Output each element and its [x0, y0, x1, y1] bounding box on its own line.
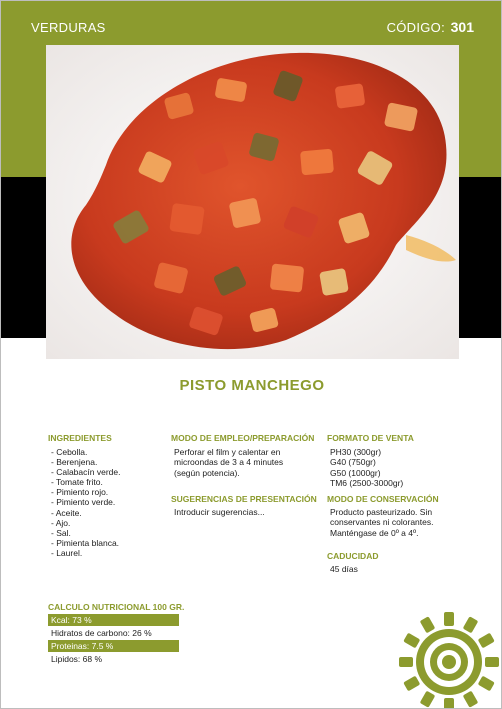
code-label: CÓDIGO:: [386, 20, 445, 35]
nutrition-row-protein: Proteinas: 7.5 %: [48, 640, 179, 652]
expiry-heading: CADUCIDAD: [327, 551, 379, 561]
conservation-line: Manténgase de 0º a 4º.: [330, 527, 419, 538]
sale-format-heading: FORMATO DE VENTA: [327, 433, 414, 443]
expiry-text: 45 días: [330, 564, 358, 574]
sale-format-text: [330, 447, 403, 489]
usage-line: microondas de 3 a 4 minutes: [174, 457, 284, 468]
presentation-heading: SUGERENCIAS DE PRESENTACIÓN: [171, 494, 317, 504]
ingredient-item: - Ajo.: [51, 518, 120, 528]
product-title: PISTO MANCHEGO: [179, 377, 325, 394]
ingredient-item: - Berenjena.: [51, 457, 120, 467]
conservation-heading: MODO DE CONSERVACIÓN: [327, 494, 439, 504]
ingredient-item: - Pimiento rojo.: [51, 487, 120, 497]
ingredient-item: - Tomate frito.: [51, 477, 120, 487]
format-line: G40 (750gr): [330, 457, 376, 468]
ingredient-item: - Cebolla.: [51, 447, 120, 457]
format-line: PH30 (300gr): [330, 447, 382, 457]
ingredient-item: - Pimiento verde.: [51, 497, 120, 507]
nutrition-row-lipids: Lipidos: 68 %: [48, 653, 179, 665]
code-value: 301: [450, 19, 474, 35]
usage-line: Perforar el film y calentar en: [174, 447, 281, 457]
category-label: VERDURAS: [31, 20, 106, 35]
format-line: G50 (1000gr): [330, 467, 381, 478]
nutrition-row-carbs: Hidratos de carbono: 26 %: [48, 627, 179, 639]
usage-line: (según potencia).: [174, 467, 240, 478]
ingredients-list: [51, 447, 120, 558]
usage-text: [174, 447, 283, 478]
sun-logo-icon: [396, 608, 502, 709]
nutrition-row-kcal: Kcal: 73 %: [48, 614, 179, 626]
presentation-text: Introducir sugerencias...: [174, 507, 265, 517]
nutrition-heading: CALCULO NUTRICIONAL 100 GR.: [48, 602, 185, 612]
ingredient-item: - Sal.: [51, 528, 120, 538]
ingredient-item: - Pimienta blanca.: [51, 538, 120, 548]
conservation-line: conservantes ni colorantes.: [330, 517, 434, 528]
ingredients-heading: INGREDIENTES: [48, 433, 112, 443]
usage-heading: MODO DE EMPLEO/PREPARACIÓN: [171, 433, 315, 443]
format-line: TM6 (2500-3000gr): [330, 478, 404, 489]
ingredient-item: - Laurel.: [51, 548, 120, 558]
ingredient-item: - Aceite.: [51, 508, 120, 518]
conservation-line: Producto pasteurizado. Sin: [330, 507, 433, 517]
conservation-text: [330, 507, 433, 538]
dish-photo: [46, 45, 459, 359]
ingredient-item: - Calabacín verde.: [51, 467, 120, 477]
